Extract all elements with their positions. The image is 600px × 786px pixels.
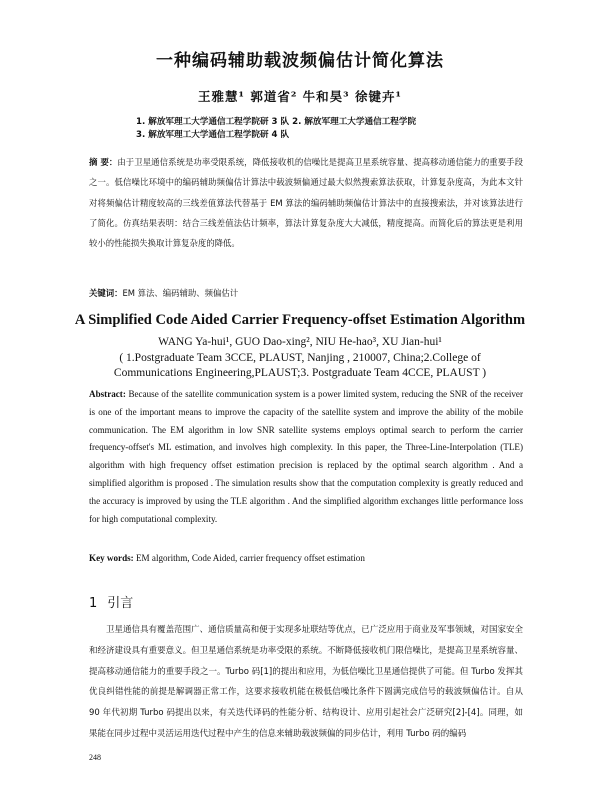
english-abstract <box>89 386 523 528</box>
chinese-abstract-label: 摘 要： <box>89 157 118 167</box>
chinese-keywords <box>89 287 523 299</box>
english-abstract-text: Because of the satellite communication system is a power limited system, reducing the SNR of the receiver is one of the important means to improve the capacity of the satellite system and improve the ability of the mobile communication. The EM algorithm in low SNR satellite systems employs optimal search to perform the carrier frequency-offset's ML estimation, and involves high complexity. In this paper, the Three-Line-Interpolation (TLE) algorithm with high frequency offset estimation precision is replaced by the optimal search algorithm . And a simplified algorithm is proposed . The simulation results show that the computation complexity is greatly reduced and the accuracy is improved by using the TLE algorithm . And the simplified algorithm exchanges little performance loss for high computational complexity. <box>89 389 523 524</box>
introduction-body: 卫星通信具有覆盖范围广、通信质量高和便于实现多址联结等优点，已广泛应用于商业及军事领域，对国家安全和经济建设具有重要意义。但卫星通信系统是功率受限的系统。不断降低接收机门限信噪比，是提高卫星系统容量、提高移动通信能力的重要手段之一。Turbo 码[1]的提出和应用，为低信噪比卫星通信提供了可能。但 Turbo 发挥其优良纠错性能的前提是解调器正常工作，这要求接收机能在极低信噪比条件下圆满完成信号的载波频偏估计。自从 90 年代初期 Turbo 码提出以来，有关迭代译码的性能分析、结构设计、应用引起社会广泛研究[2]-[4]。同理，如果能在同步过程中灵活运用迭代过程中产生的信息来辅助载波频偏的同步估计，利用 Turbo 码的编码 <box>89 625 523 739</box>
section-number: 1 <box>89 596 98 611</box>
english-authors: WANG Ya-hui¹, GUO Dao-xing², NIU He-hao³, XU Jian-hui¹ <box>158 336 442 348</box>
page-number: 248 <box>89 753 101 762</box>
english-keywords-label: Key words: <box>89 553 134 563</box>
english-affiliation-line-2: Communications Engineering,PLAUST;3. Postgraduate Team 4CCE, PLAUST ) <box>113 367 487 379</box>
section-title: 引言 <box>107 596 134 611</box>
chinese-affiliation-line-2: 3. 解放军理工大学通信工程学院研 4 队 <box>136 130 290 140</box>
english-keywords <box>89 553 523 563</box>
chinese-affiliation-line-1: 1. 解放军理工大学通信工程学院研 3 队 2. 解放军理工大学通信工程学院 <box>136 117 417 127</box>
chinese-abstract <box>89 152 523 253</box>
chinese-keywords-text: EM 算法、编码辅助、频偏估计 <box>122 288 239 298</box>
section-heading-introduction <box>89 592 133 611</box>
chinese-authors: 王雅慧¹ 郭道省² 牛和昊³ 徐键卉¹ <box>198 89 402 104</box>
english-keywords-text: EM algorithm, Code Aided, carrier frequency offset estimation <box>136 553 365 563</box>
chinese-keywords-label: 关键词： <box>89 288 123 298</box>
english-abstract-label: Abstract: <box>89 389 126 399</box>
chinese-abstract-text: 由于卫星通信系统是功率受限系统，降低接收机的信噪比是提高卫星系统容量、提高移动通信能力的重要手段之一。低信噪比环境中的编码辅助频偏估计算法中载波频偏通过最大似然搜索算法获取，计算复杂度高，为此本文针对将频偏估计精度较高的三线差值算法代替基于 EM 算法的编码辅助频偏估计算法中的直接搜索法，并对该算法进行了简化。仿真结果表明：结合三线差值法估计频率，算法计算复杂度大大减低，精度提高。而简化后的算法更是利用较小的性能损失换取计算复杂度的降低。 <box>89 157 523 249</box>
english-title: A Simplified Code Aided Carrier Frequency-offset Estimation Algorithm <box>74 312 526 328</box>
chinese-title: 一种编码辅助载波频偏估计简化算法 <box>156 51 444 71</box>
english-affiliation-line-1: ( 1.Postgraduate Team 3CCE, PLAUST, Nanjing , 210007, China;2.College of <box>119 352 481 364</box>
